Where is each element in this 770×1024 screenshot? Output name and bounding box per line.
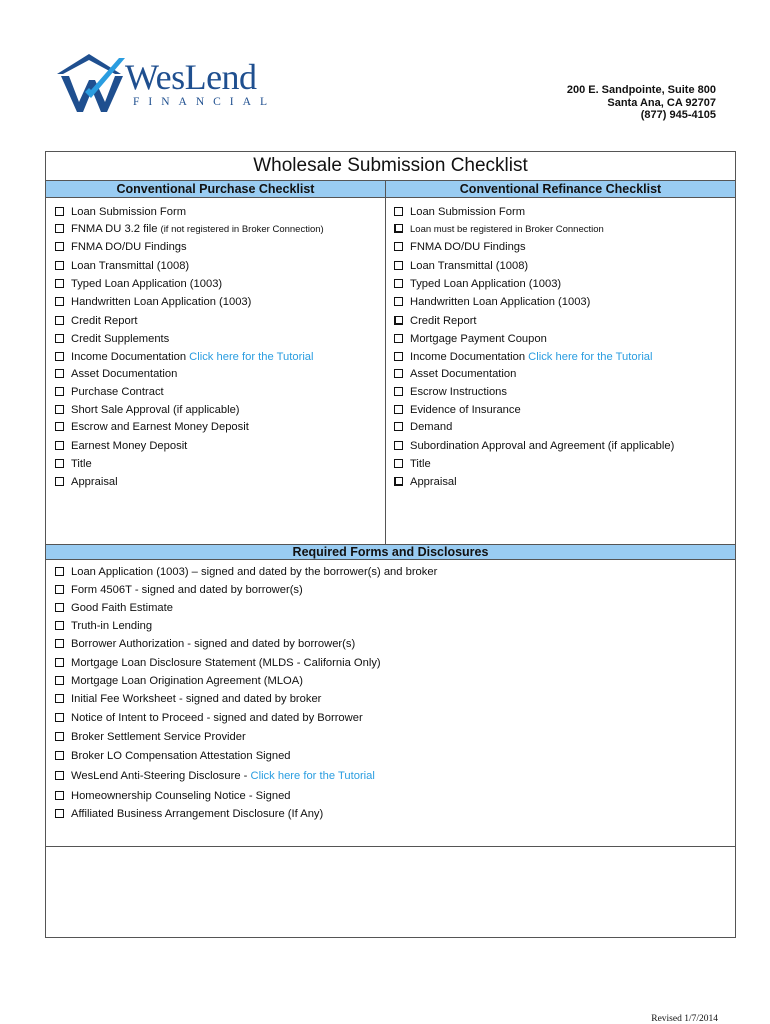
checklist-item-label: Loan Application (1003) – signed and dated by the borrower(s) and broker bbox=[71, 566, 438, 578]
checklist-item bbox=[55, 313, 138, 329]
checklist-item bbox=[55, 402, 240, 418]
checklist-item-label: Loan Transmittal (1008) bbox=[71, 260, 190, 272]
checklist-item bbox=[55, 221, 324, 237]
checkbox[interactable] bbox=[55, 567, 64, 576]
checklist-title: Wholesale Submission Checklist bbox=[46, 152, 735, 180]
checkbox[interactable] bbox=[394, 224, 403, 233]
checkbox[interactable] bbox=[394, 352, 403, 361]
checklist-item bbox=[394, 331, 547, 347]
checklist-item bbox=[55, 655, 381, 671]
checklist-item bbox=[55, 729, 246, 745]
checklist-item-label: Credit Report bbox=[71, 315, 138, 327]
checkbox[interactable] bbox=[55, 422, 64, 431]
checkbox[interactable] bbox=[55, 732, 64, 741]
checklist-item-label: Affiliated Business Arrangement Disclosure (If Any) bbox=[71, 808, 324, 820]
checklist-item bbox=[394, 384, 507, 400]
checklist-item-label: Initial Fee Worksheet - signed and dated by broker bbox=[71, 693, 322, 705]
checkbox[interactable] bbox=[55, 639, 64, 648]
checkbox[interactable] bbox=[55, 224, 64, 233]
checklist-item bbox=[394, 456, 431, 472]
checklist-item bbox=[394, 258, 528, 274]
checklist-item-label: Handwritten Loan Application (1003) bbox=[410, 296, 591, 308]
checklist-item bbox=[55, 673, 303, 689]
checklist-item bbox=[55, 806, 323, 822]
purchase-checklist-heading: Conventional Purchase Checklist bbox=[46, 180, 386, 198]
checklist-item bbox=[55, 349, 314, 365]
checklist-item-label: Loan Submission Form bbox=[71, 206, 187, 218]
checkbox[interactable] bbox=[55, 369, 64, 378]
checklist-item-label: Typed Loan Application (1003) bbox=[410, 278, 562, 290]
address-line-2: Santa Ana, CA 92707 bbox=[607, 96, 716, 109]
checkbox[interactable] bbox=[394, 242, 403, 251]
checklist-item-label: Form 4506T - signed and dated by borrower(s) bbox=[71, 584, 303, 596]
checklist-item-label: Short Sale Approval (if applicable) bbox=[71, 404, 240, 416]
checkbox[interactable] bbox=[55, 585, 64, 594]
logo-wordmark: WesLend bbox=[125, 57, 257, 97]
checklist-item-label: Typed Loan Application (1003) bbox=[71, 278, 223, 290]
checklist-item-label: Mortgage Payment Coupon bbox=[410, 333, 547, 345]
checklist-item-label: Demand bbox=[410, 421, 453, 433]
checklist-item bbox=[55, 564, 437, 580]
phone-number: (877) 945-4105 bbox=[640, 109, 716, 121]
checklist-item bbox=[55, 600, 173, 616]
checkbox[interactable] bbox=[394, 207, 403, 216]
checklist-item bbox=[55, 438, 187, 454]
checkbox[interactable] bbox=[55, 694, 64, 703]
checkbox[interactable] bbox=[394, 316, 403, 325]
checklist-item bbox=[394, 474, 457, 490]
checklist-item-label: Appraisal bbox=[410, 476, 457, 488]
company-address bbox=[567, 84, 716, 122]
checklist-item-label: Loan Submission Form bbox=[410, 206, 526, 218]
checklist-item bbox=[394, 402, 521, 418]
checkbox[interactable] bbox=[55, 603, 64, 612]
checklist-item bbox=[394, 419, 452, 435]
checklist-item-note: (if not registered in Broker Connection) bbox=[160, 224, 324, 235]
checkbox[interactable] bbox=[55, 297, 64, 306]
checklist-item-label: Purchase Contract bbox=[71, 386, 164, 398]
checkbox[interactable] bbox=[394, 405, 403, 414]
checklist-item-label: FNMA DO/DU Findings bbox=[71, 241, 187, 253]
checklist-item-label: Notice of Intent to Proceed - signed and dated by Borrower bbox=[71, 712, 363, 724]
checklist-item-label: Asset Documentation bbox=[410, 368, 517, 380]
checklist-item-label: FNMA DO/DU Findings bbox=[410, 241, 526, 253]
checkbox[interactable] bbox=[55, 621, 64, 630]
checklist-item bbox=[55, 384, 164, 400]
weslend-logo bbox=[55, 52, 276, 114]
checkbox[interactable] bbox=[55, 279, 64, 288]
checkbox[interactable] bbox=[394, 422, 403, 431]
checkbox[interactable] bbox=[55, 676, 64, 685]
checklist-item bbox=[394, 349, 653, 365]
checklist-item bbox=[55, 294, 251, 310]
checklist-item-label: Loan Transmittal (1008) bbox=[410, 260, 529, 272]
checklist-item-label: Asset Documentation bbox=[71, 368, 178, 380]
checklist-item-label: Appraisal bbox=[71, 476, 118, 488]
checklist-item-label: Handwritten Loan Application (1003) bbox=[71, 296, 252, 308]
checkbox[interactable] bbox=[55, 405, 64, 414]
checklist-item-label: Broker LO Compensation Attestation Signed bbox=[71, 750, 291, 762]
checkbox[interactable] bbox=[55, 751, 64, 760]
refinance-checklist-heading: Conventional Refinance Checklist bbox=[386, 180, 735, 198]
checkbox[interactable] bbox=[55, 459, 64, 468]
checklist-item bbox=[55, 710, 363, 726]
checklist-item bbox=[394, 438, 674, 454]
checklist-item-note: Loan must be registered in Broker Connection bbox=[410, 224, 604, 235]
checkbox[interactable] bbox=[55, 242, 64, 251]
checklist-item bbox=[55, 419, 249, 435]
checklist-item bbox=[55, 636, 355, 652]
checkbox[interactable] bbox=[55, 207, 64, 216]
address-line-1: 200 E. Sandpointe, Suite 800 bbox=[566, 84, 716, 96]
checkbox[interactable] bbox=[55, 658, 64, 667]
checklist-item-label: FNMA DU 3.2 file bbox=[71, 223, 161, 235]
logo-subtitle: FINANCIAL bbox=[133, 96, 276, 108]
checklist-item bbox=[55, 748, 291, 764]
checklist-item bbox=[394, 366, 516, 382]
checkbox[interactable] bbox=[55, 334, 64, 343]
checkbox[interactable] bbox=[394, 279, 403, 288]
section-divider bbox=[46, 846, 735, 847]
checklist-item bbox=[55, 474, 118, 490]
checkbox[interactable] bbox=[55, 771, 64, 780]
checklist-item bbox=[394, 221, 604, 237]
checklist-item-label: Mortgage Loan Origination Agreement (MLOA) bbox=[71, 675, 303, 687]
checklist-item bbox=[55, 582, 303, 598]
checklist-frame bbox=[45, 151, 736, 938]
checklist-item-label: Earnest Money Deposit bbox=[71, 440, 188, 452]
checklist-item-label: Truth-in Lending bbox=[71, 620, 153, 632]
checklist-item bbox=[55, 258, 189, 274]
checkbox[interactable] bbox=[394, 369, 403, 378]
checklist-item bbox=[394, 204, 525, 220]
checklist-item-label: Good Faith Estimate bbox=[71, 602, 173, 614]
checklist-item-label: Title bbox=[71, 458, 92, 470]
checkbox[interactable] bbox=[394, 297, 403, 306]
house-check-icon bbox=[55, 52, 127, 114]
checklist-item-label: Mortgage Loan Disclosure Statement (MLDS - California Only) bbox=[71, 657, 381, 669]
checkbox[interactable] bbox=[55, 387, 64, 396]
checkbox[interactable] bbox=[394, 441, 403, 450]
checklist-item-label: Credit Supplements bbox=[71, 333, 170, 345]
checkbox[interactable] bbox=[55, 441, 64, 450]
checklist-item-label: Subordination Approval and Agreement (if applicable) bbox=[410, 440, 675, 452]
revision-date: Revised 1/7/2014 bbox=[651, 1014, 718, 1024]
checklist-item bbox=[394, 239, 526, 255]
checklist-item bbox=[55, 456, 92, 472]
checkbox[interactable] bbox=[394, 477, 403, 486]
checklist-item bbox=[55, 204, 186, 220]
checklist-item-label: Borrower Authorization - signed and dated by borrower(s) bbox=[71, 638, 356, 650]
checklist-item bbox=[55, 618, 152, 634]
checkbox[interactable] bbox=[55, 791, 64, 800]
checkbox[interactable] bbox=[55, 352, 64, 361]
checkbox[interactable] bbox=[394, 261, 403, 270]
checklist-item-label: Homeownership Counseling Notice - Signed bbox=[71, 790, 291, 802]
checklist-item bbox=[55, 276, 222, 292]
checklist-item bbox=[55, 768, 375, 784]
checkbox[interactable] bbox=[55, 261, 64, 270]
checklist-item-label: Escrow and Earnest Money Deposit bbox=[71, 421, 249, 433]
checkbox[interactable] bbox=[55, 809, 64, 818]
checkbox[interactable] bbox=[394, 387, 403, 396]
checklist-item bbox=[55, 366, 177, 382]
checklist-item bbox=[55, 691, 321, 707]
checklist-item-label: Credit Report bbox=[410, 315, 477, 327]
checkbox[interactable] bbox=[394, 459, 403, 468]
checklist-item bbox=[394, 313, 477, 329]
checklist-item-label: Title bbox=[410, 458, 431, 470]
checklist-item bbox=[394, 276, 561, 292]
checklist-item-label: WesLend Anti-Steering Disclosure - bbox=[71, 770, 251, 782]
required-forms-heading: Required Forms and Disclosures bbox=[46, 544, 735, 560]
checklist-item bbox=[55, 331, 169, 347]
column-divider bbox=[385, 198, 386, 544]
checkbox[interactable] bbox=[55, 477, 64, 486]
checklist-item bbox=[55, 788, 291, 804]
tutorial-link[interactable]: Click here for the Tutorial bbox=[250, 770, 375, 782]
checklist-item-label: Broker Settlement Service Provider bbox=[71, 731, 246, 743]
checklist-item bbox=[55, 239, 187, 255]
tutorial-link[interactable]: Click here for the Tutorial bbox=[528, 351, 653, 363]
checklist-item-label: Escrow Instructions bbox=[410, 386, 507, 398]
checkbox[interactable] bbox=[55, 316, 64, 325]
tutorial-link[interactable]: Click here for the Tutorial bbox=[189, 351, 314, 363]
checklist-item bbox=[394, 294, 590, 310]
checkbox[interactable] bbox=[55, 713, 64, 722]
checklist-item-label: Income Documentation bbox=[71, 351, 190, 363]
checklist-item-label: Evidence of Insurance bbox=[410, 404, 521, 416]
checklist-item-label: Income Documentation bbox=[410, 351, 529, 363]
checkbox[interactable] bbox=[394, 334, 403, 343]
